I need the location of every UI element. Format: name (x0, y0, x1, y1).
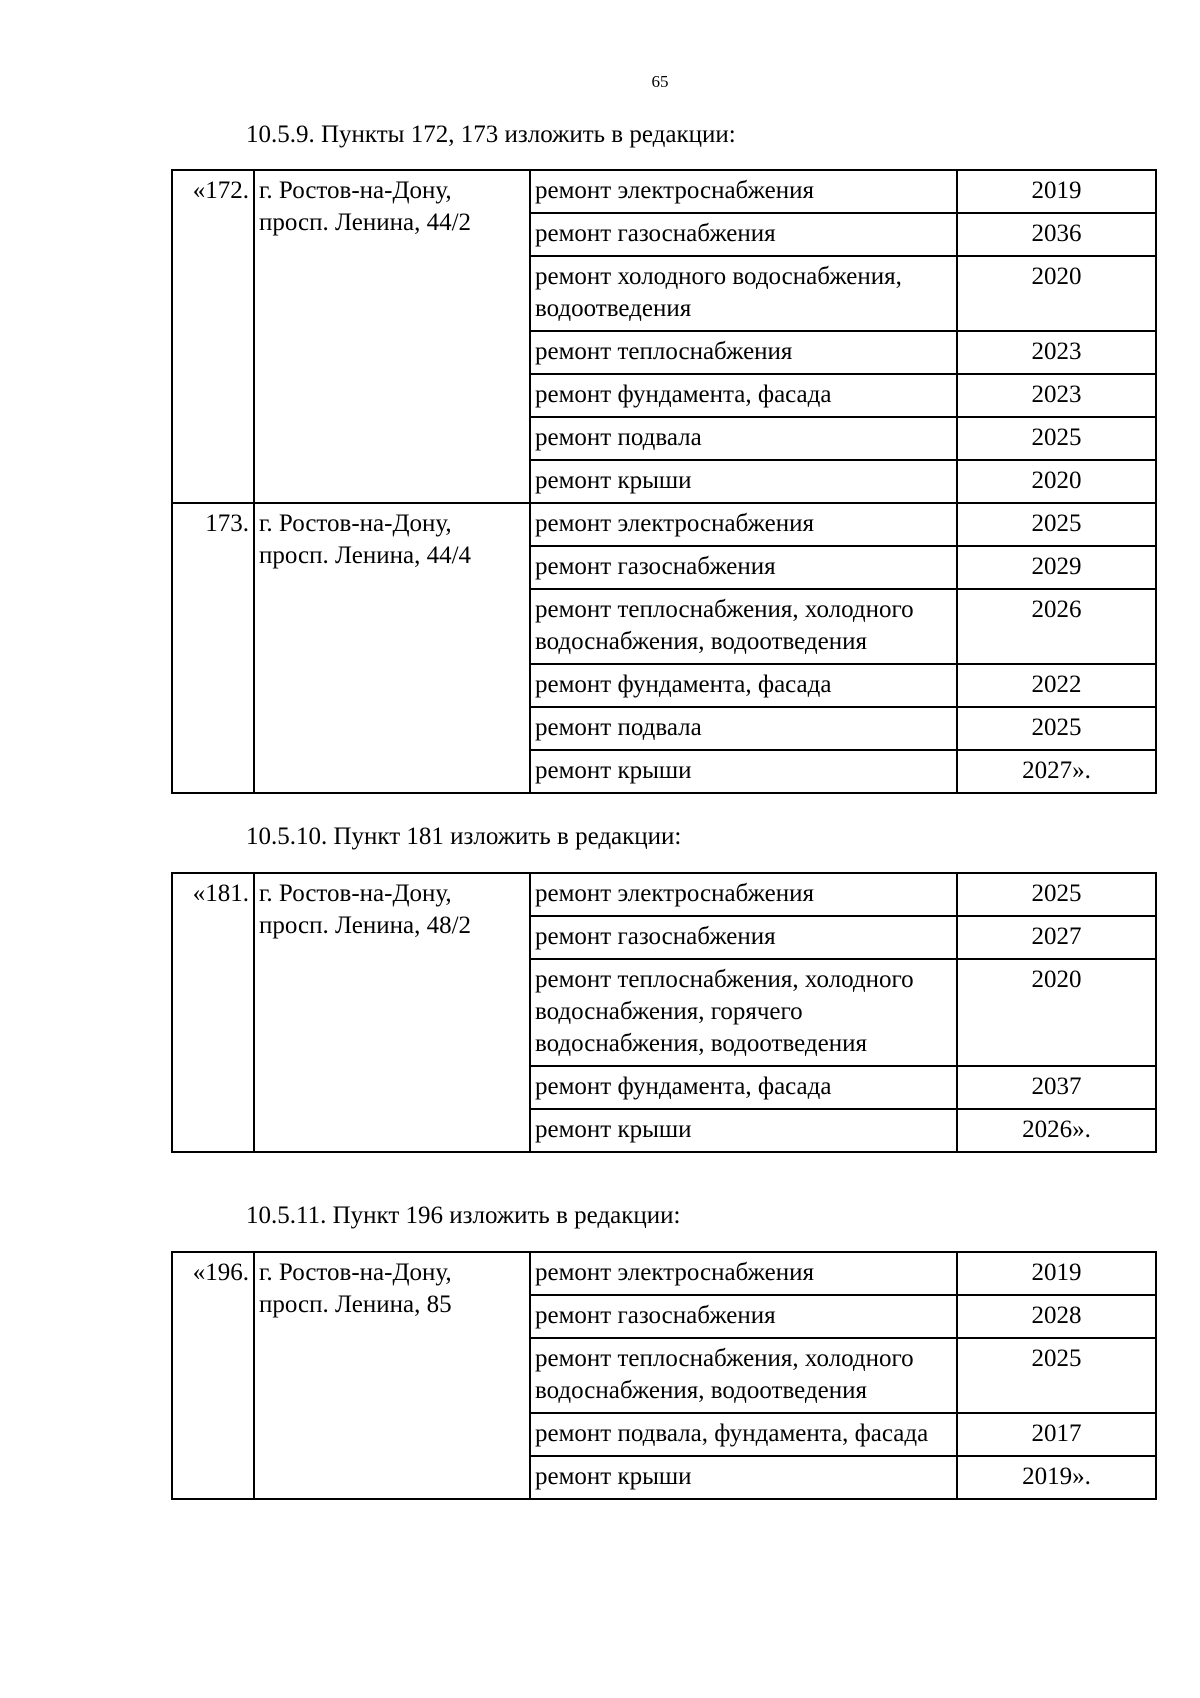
work-type: ремонт фундамента, фасада (530, 664, 957, 707)
work-year: 2019 (957, 1252, 1156, 1295)
work-type: ремонт теплоснабжения, холодного водоснабжения, водоотведения (530, 1338, 957, 1413)
item-address (254, 170, 530, 503)
work-year: 2020 (957, 460, 1156, 503)
work-type: ремонт холодного водоснабжения, водоотведения (530, 256, 957, 331)
work-year: 2025 (957, 707, 1156, 750)
address-city: г. Ростов-на-Дону, (259, 880, 452, 907)
work-year: 2019 (957, 170, 1156, 213)
work-type: ремонт газоснабжения (530, 1295, 957, 1338)
work-type: ремонт подвала (530, 417, 957, 460)
work-type: ремонт газоснабжения (530, 916, 957, 959)
table-row (172, 1252, 1156, 1295)
work-year: 2023 (957, 331, 1156, 374)
item-number: 173. (172, 503, 254, 793)
work-type: ремонт крыши (530, 460, 957, 503)
work-year: 2029 (957, 546, 1156, 589)
work-type: ремонт фундамента, фасада (530, 1066, 957, 1109)
work-year: 2022 (957, 664, 1156, 707)
work-type: ремонт теплоснабжения, холодного водоснабжения, горячего водоснабжения, водоотведения (530, 959, 957, 1066)
address-city: г. Ростов-на-Дону, (259, 1259, 452, 1286)
address-city: г. Ростов-на-Дону, (259, 177, 452, 204)
work-year: 2025 (957, 417, 1156, 460)
item-address (254, 1252, 530, 1499)
work-year: 2037 (957, 1066, 1156, 1109)
item-number: «172. (172, 170, 254, 503)
work-year: 2025 (957, 873, 1156, 916)
work-type: ремонт газоснабжения (530, 546, 957, 589)
item-address (254, 503, 530, 793)
work-year: 2020 (957, 959, 1156, 1066)
work-year: 2028 (957, 1295, 1156, 1338)
page-number: 65 (651, 72, 669, 91)
address-street: просп. Ленина, 44/4 (259, 542, 472, 569)
works-table (171, 1251, 1157, 1500)
table-row (172, 170, 1156, 213)
work-year: 2017 (957, 1413, 1156, 1456)
section-heading: 10.5.10. Пункт 181 изложить в редакции: (246, 823, 682, 850)
work-type: ремонт крыши (530, 750, 957, 793)
section-heading: 10.5.11. Пункт 196 изложить в редакции: (246, 1202, 681, 1229)
work-year: 2026 (957, 589, 1156, 664)
address-city: г. Ростов-на-Дону, (259, 510, 452, 537)
works-table (171, 872, 1157, 1153)
table-row (172, 503, 1156, 546)
item-number: «196. (172, 1252, 254, 1499)
work-type: ремонт электроснабжения (530, 873, 957, 916)
table-row (172, 873, 1156, 916)
work-type: ремонт крыши (530, 1456, 957, 1499)
work-type: ремонт газоснабжения (530, 213, 957, 256)
works-table (171, 169, 1157, 794)
work-year: 2025 (957, 1338, 1156, 1413)
work-type: ремонт электроснабжения (530, 1252, 957, 1295)
work-type: ремонт подвала (530, 707, 957, 750)
work-year: 2025 (957, 503, 1156, 546)
address-street: просп. Ленина, 48/2 (259, 912, 472, 939)
work-year: 2026». (957, 1109, 1156, 1152)
work-type: ремонт электроснабжения (530, 170, 957, 213)
work-type: ремонт крыши (530, 1109, 957, 1152)
address-street: просп. Ленина, 44/2 (259, 209, 472, 236)
item-address (254, 873, 530, 1152)
work-year: 2019». (957, 1456, 1156, 1499)
work-year: 2027 (957, 916, 1156, 959)
work-year: 2027». (957, 750, 1156, 793)
work-type: ремонт подвала, фундамента, фасада (530, 1413, 957, 1456)
section-heading: 10.5.9. Пункты 172, 173 изложить в редакции: (246, 121, 736, 148)
work-type: ремонт теплоснабжения (530, 331, 957, 374)
work-year: 2023 (957, 374, 1156, 417)
work-type: ремонт теплоснабжения, холодного водоснабжения, водоотведения (530, 589, 957, 664)
address-street: просп. Ленина, 85 (259, 1291, 452, 1318)
work-year: 2036 (957, 213, 1156, 256)
work-type: ремонт электроснабжения (530, 503, 957, 546)
work-year: 2020 (957, 256, 1156, 331)
item-number: «181. (172, 873, 254, 1152)
work-type: ремонт фундамента, фасада (530, 374, 957, 417)
